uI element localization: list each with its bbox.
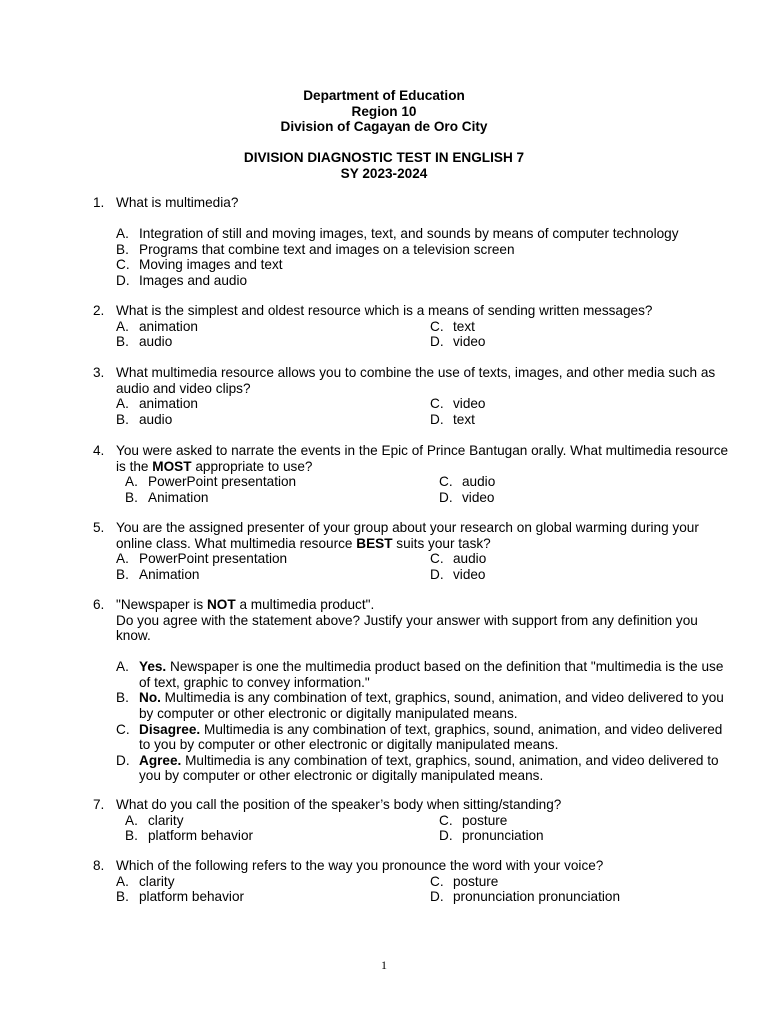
school-year: SY 2023-2024 [340, 165, 428, 181]
header-department: Department of Education [303, 88, 465, 103]
question-number: 8. [93, 858, 105, 873]
header-division: Division of Cagayan de Oro City [280, 119, 488, 134]
question-stem: Which of the following refers to the way you pronounce the word with your voice? [116, 858, 604, 873]
question-stem: You were asked to narrate the events in the Epic of Prince Bantugan orally. What multimedia resource is the MOST appropriate to use? [116, 443, 729, 474]
question-stem: What do you call the position of the speaker’s body when sitting/standing? [116, 797, 562, 812]
question-stem: What is the simplest and oldest resource which is a means of sending written messages? [116, 303, 653, 318]
question-6 [93, 597, 733, 784]
question-stem: "Newspaper is NOT a multimedia product". [116, 597, 375, 612]
question-stem: You are the assigned presenter of your group about your research on global warming during your online class. What multimedia resource BEST suits your task? [116, 520, 699, 551]
option-a: A. Integration of still and moving images, text, and sounds by means of computer technology [116, 226, 679, 242]
question-5: 5. You are the assigned presenter of your group about your research on global warming during your online class. What multimedia resource BEST suits your task? A. PowerPoint presentation B. Animation C. audio D. video [93, 520, 733, 582]
question-prompt: Do you agree with the statement above? Justify your answer with support from any definition you know. [116, 612, 698, 644]
option-c: C. Disagree. Multimedia is any combination of text, graphics, sound, animation, and video delivered to you by computer or other electronic or digitally manipulated means. [116, 721, 723, 753]
question-number: 2. [93, 303, 105, 318]
question-number: 6. [93, 597, 105, 612]
header-region: Region 10 [351, 103, 417, 119]
option-b: B. Programs that combine text and images on a television screen [116, 241, 515, 257]
option-b: B. No. Multimedia is any combination of text, graphics, sound, animation, and video delivered to you by computer or other electronic or digitally manipulated means. [116, 690, 724, 722]
question-number: 5. [93, 520, 105, 535]
question-1 [93, 195, 733, 288]
test-title: DIVISION DIAGNOSTIC TEST IN ENGLISH 7 [243, 150, 525, 165]
question-2: 2. What is the simplest and oldest resource which is a means of sending written messages? A. animation B. audio C. text D. video [93, 303, 733, 350]
document-header [0, 88, 768, 181]
page-number: 1 [381, 958, 387, 972]
question-number: 3. [93, 365, 105, 380]
question-4: 4. You were asked to narrate the events in the Epic of Prince Bantugan orally. What multimedia resource is the MOST appropriate to use? A. PowerPoint presentation B. Animation C. audio D. video [93, 443, 733, 505]
question-8: 8. Which of the following refers to the way you pronounce the word with your voice? A. clarity B. platform behavior C. posture D. pronunciation pronunciation [93, 858, 733, 905]
question-7: 7. What do you call the position of the speaker’s body when sitting/standing? A. clarity B. platform behavior C. posture D. pronunciation [93, 797, 733, 844]
question-stem: What is multimedia? [116, 195, 239, 210]
option-d: D. Images and audio [116, 272, 248, 288]
question-number: 1. [93, 195, 105, 210]
question-number: 4. [93, 443, 105, 458]
question-3: 3. What multimedia resource allows you to combine the use of texts, images, and other media such as audio and video clips? A. animation B. audio C. video D. text [93, 365, 733, 427]
option-a: A. Yes. Newspaper is one the multimedia product based on the definition that "multimedia is the use of text, graphic to convey information." [116, 659, 724, 690]
question-number: 7. [93, 797, 105, 812]
question-stem: What multimedia resource allows you to combine the use of texts, images, and other media such as audio and video clips? [116, 365, 716, 396]
option-d: D. Agree. Multimedia is any combination of text, graphics, sound, animation, and video delivered to you by computer or other electronic or digitally manipulated means. [116, 752, 719, 784]
option-c: C. Moving images and text [116, 257, 283, 273]
